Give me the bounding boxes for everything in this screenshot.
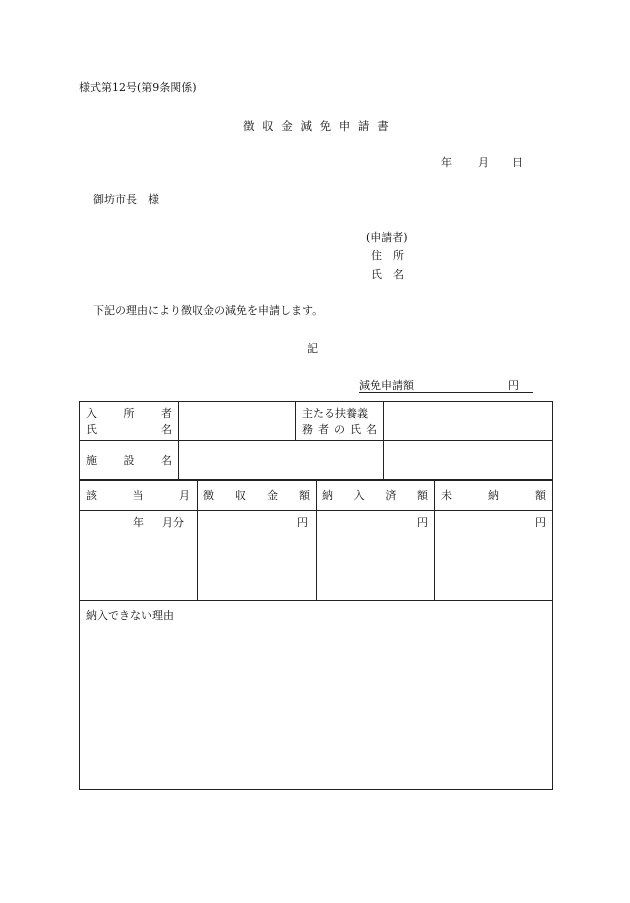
collected-amount-cell[interactable] xyxy=(198,511,316,600)
applicant-name-label: 氏 名 xyxy=(371,268,404,281)
col-header-unpaid: 未 納 額 xyxy=(441,489,546,502)
col-header-month: 該 当 月 xyxy=(86,489,190,502)
reason-cell[interactable] xyxy=(80,601,552,789)
col-header-paid: 納 入 済 額 xyxy=(322,489,428,502)
reduction-amount-unit: 円 xyxy=(508,379,519,392)
paid-yen-label: 円 xyxy=(417,516,428,529)
paid-amount-cell[interactable] xyxy=(317,511,434,600)
collected-yen-label: 円 xyxy=(297,516,308,529)
form-number: 様式第12号(第9条関係) xyxy=(79,81,197,94)
application-table xyxy=(79,401,553,790)
date-month-label: 月 xyxy=(478,156,489,169)
applicant-heading: (申請者) xyxy=(366,231,408,244)
facility-extra-field[interactable] xyxy=(384,441,552,479)
col-header-collected: 徴 収 金 額 xyxy=(203,489,310,502)
unpaid-amount-cell[interactable] xyxy=(435,511,552,600)
resident-label-line2: 氏 名 xyxy=(86,423,172,436)
resident-name-field[interactable] xyxy=(179,402,295,440)
applicant-address-label: 住 所 xyxy=(371,249,404,262)
addressee: 御坊市長 様 xyxy=(93,193,159,206)
document-title: 徴 収 金 減 免 申 請 書 xyxy=(243,119,391,133)
facility-label: 施 設 名 xyxy=(86,454,172,467)
request-statement: 下記の理由により徴収金の減免を申請します。 xyxy=(93,304,324,317)
ki-heading: 記 xyxy=(307,342,318,355)
supporter-label-line1: 主たる扶養義 xyxy=(302,407,368,420)
reduction-amount-label: 減免申請額 xyxy=(359,379,414,392)
month-cell[interactable] xyxy=(80,511,197,600)
resident-label-line1: 入 所 者 xyxy=(86,407,172,420)
reduction-amount-line xyxy=(359,380,533,393)
date-year-label: 年 xyxy=(441,156,452,169)
date-day-label: 日 xyxy=(512,156,523,169)
reason-label: 納入できない理由 xyxy=(86,609,174,622)
month-year-label: 年 xyxy=(133,516,144,529)
unpaid-yen-label: 円 xyxy=(535,516,546,529)
supporter-label-line2: 務 者 の 氏 名 xyxy=(302,423,377,436)
month-month-label: 月分 xyxy=(162,516,184,529)
facility-name-field[interactable] xyxy=(179,441,383,479)
supporter-name-field[interactable] xyxy=(384,402,552,440)
